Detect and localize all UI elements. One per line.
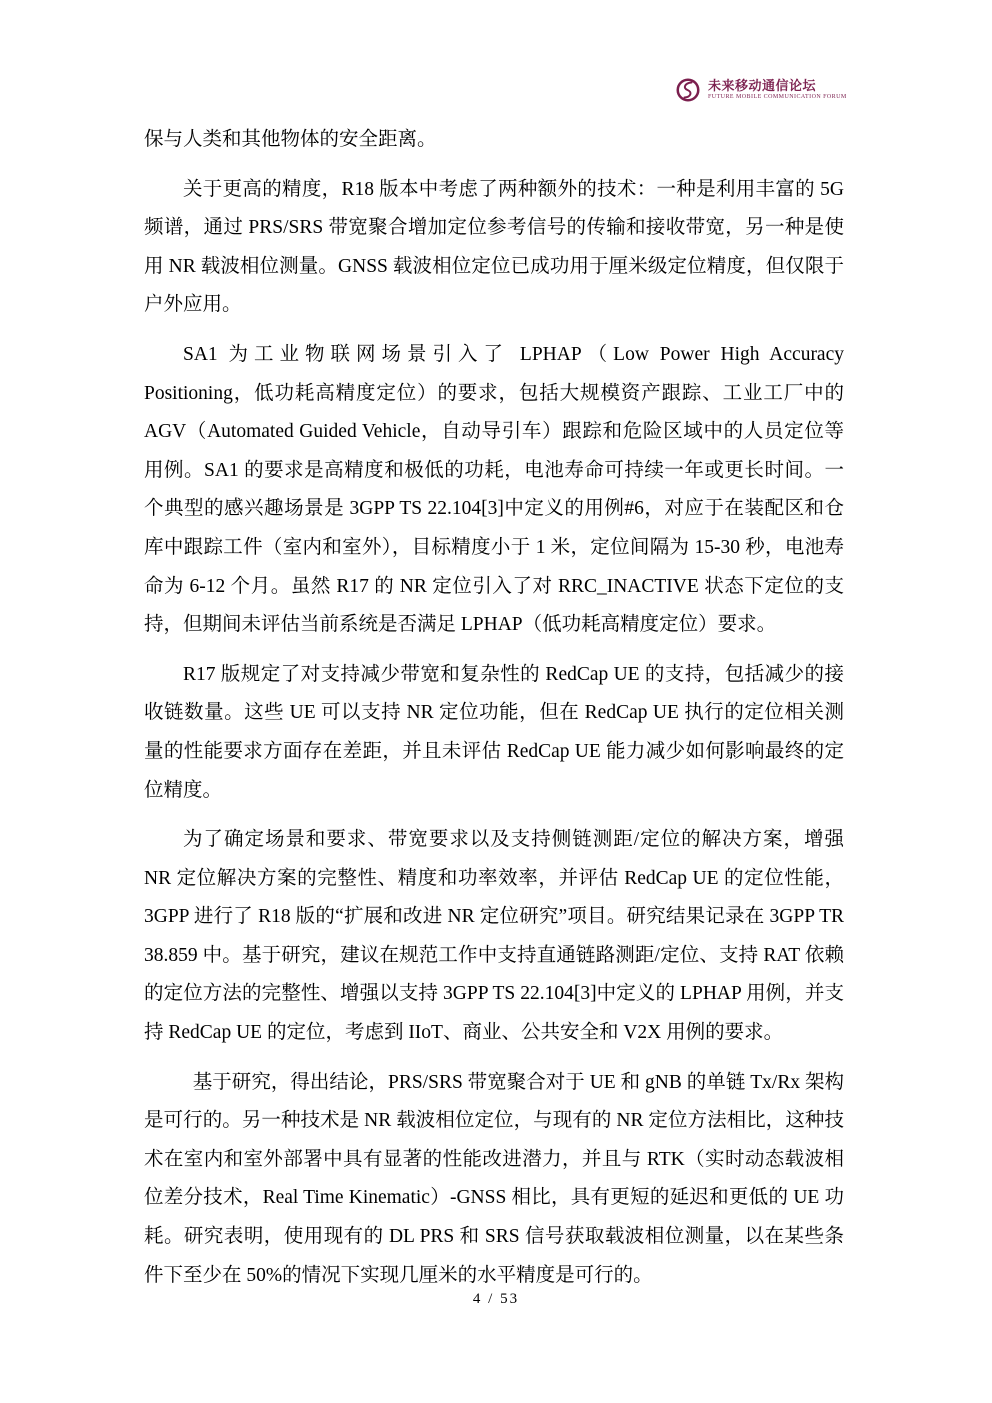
paragraph: 保与人类和其他物体的安全距离。 xyxy=(144,129,437,150)
paragraph: 关于更高的精度，R18 版本中考虑了两种额外的技术：一种是利用丰富的 5G 频谱，通过 PRS/SRS 带宽聚合增加定位参考信号的传输和接收带宽，另一种是使用 NR 载波相位测量。GNSS 载波相位定位已成功用于厘米级定位精度，但仅限于户外应用。 xyxy=(144,178,844,316)
paragraph: SA1 为工业物联网场景引入了 LPHAP（Low Power High Accuracy Positioning，低功耗高精度定位）的要求，包括大规模资产跟踪、工业工厂中的 AGV（Automated Guided Vehicle，自动导引车）跟踪和危险区域中的人员定位等用例。SA1 的要求是高精度和极低的功耗，电池寿命可持续一年或更长时间。一个典型的感兴趣场景是 3GPP TS 22.104[3]中定义的用例#6，对应于在装配区和仓库中跟踪工件（室内和室外），目标精度小于 1 米，定位间隔为 15-30 秒，电池寿命为 6-12 个月。虽然 R17 的 NR 定位引入了对 RRC_INACTIVE 状态下定位的支持，但期间未评估当前系统是否满足 LPHAP（低功耗高精度定位）要求。 xyxy=(144,343,844,636)
paragraph: 为了确定场景和要求、带宽要求以及支持侧链测距/定位的解决方案，增强 NR 定位解决方案的完整性、精度和功率效率，并评估 RedCap UE 的定位性能，3GPP 进行了 R18 版的“扩展和改进 NR 定位研究”项目。研究结果记录在 3GPP TR 38.859 中。基于研究，建议在规范工作中支持直通链路测距/定位、支持 RAT 依赖的定位方法的完整性、增强以支持 3GPP TS 22.104[3]中定义的 LPHAP 用例，并支持 RedCap UE 的定位，考虑到 IIoT、商业、公共安全和 V2X 用例的要求。 xyxy=(144,829,844,1044)
forum-logo-icon xyxy=(676,78,700,102)
page-number: 4 / 53 xyxy=(472,1291,520,1307)
paragraph: R17 版规定了对支持减少带宽和复杂性的 RedCap UE 的支持，包括减少的接收链数量。这些 UE 可以支持 NR 定位功能，但在 RedCap UE 执行的定位相关测量的性能要求方面存在差距，并且未评估 RedCap UE 能力减少如何影响最终的定位精度。 xyxy=(144,663,844,801)
logo-english-name: FUTURE MOBILE COMMUNICATION FORUM xyxy=(708,94,847,100)
page-footer xyxy=(0,1291,992,1308)
logo-chinese-name: 未来移动通信论坛 xyxy=(708,78,817,93)
logo-text xyxy=(708,79,847,101)
document-body xyxy=(144,121,844,1306)
logo xyxy=(676,78,847,102)
paragraph: 基于研究，得出结论，PRS/SRS 带宽聚合对于 UE 和 gNB 的单链 Tx/Rx 架构是可行的。另一种技术是 NR 载波相位定位，与现有的 NR 定位方法相比，这种技术在室内和室外部署中具有显著的性能改进潜力，并且与 RTK（实时动态载波相位差分技术，Real Time Kinematic）-GNSS 相比，具有更短的延迟和更低的 UE 功耗。研究表明，使用现有的 DL PRS 和 SRS 信号获取载波相位测量，以在某些条件下至少在 50%的情况下实现几厘米的水平精度是可行的。 xyxy=(144,1071,844,1286)
